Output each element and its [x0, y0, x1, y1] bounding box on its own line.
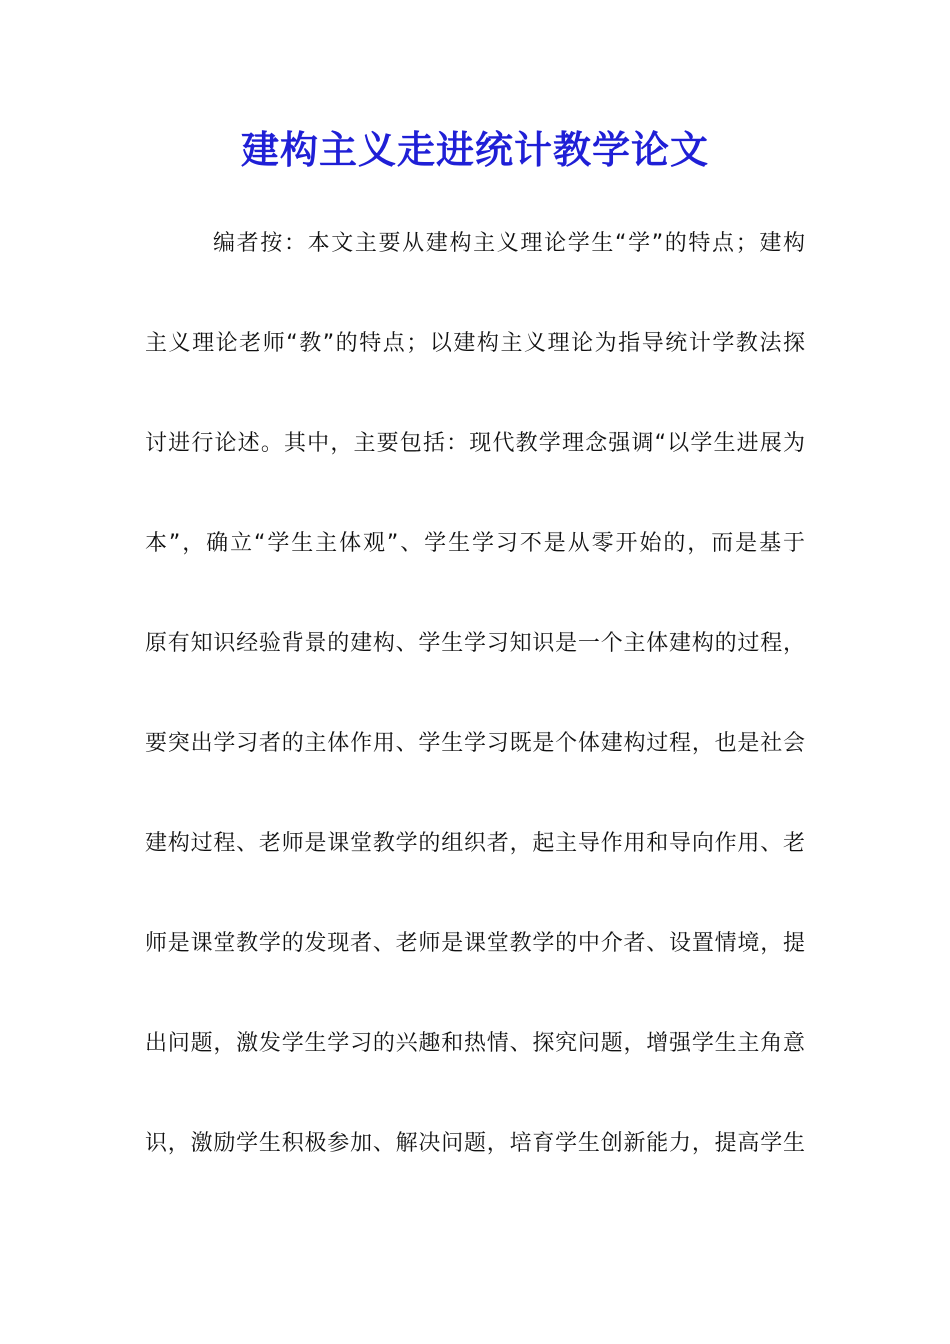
body-line-2: 主义理论老师“教”的特点；以建构主义理论为指导统计学教法探 [145, 331, 805, 356]
body-line-1: 编者按：本文主要从建构主义理论学生“学”的特点；建构 [213, 231, 805, 256]
body-line-7: 建构过程、老师是课堂教学的组织者，起主导作用和导向作用、老 [145, 831, 805, 856]
body-line-3: 讨进行论述。其中，主要包括：现代教学理念强调“以学生进展为 [145, 431, 805, 456]
body-line-5: 原有知识经验背景的建构、学生学习知识是一个主体建构的过程， [145, 631, 805, 656]
body-line-9: 出问题，激发学生学习的兴趣和热情、探究问题，增强学生主角意 [145, 1031, 805, 1056]
body-line-6: 要突出学习者的主体作用、学生学习既是个体建构过程，也是社会 [145, 731, 805, 756]
document-title: 建构主义走进统计教学论文 [240, 127, 709, 172]
body-line-8: 师是课堂教学的发现者、老师是课堂教学的中介者、设置情境，提 [145, 931, 805, 956]
body-line-10: 识，激励学生积极参加、解决问题，培育学生创新能力，提高学生 [145, 1131, 805, 1156]
body-line-4: 本”，确立“学生主体观”、学生学习不是从零开始的，而是基于 [145, 531, 805, 556]
document-body [145, 222, 805, 1222]
